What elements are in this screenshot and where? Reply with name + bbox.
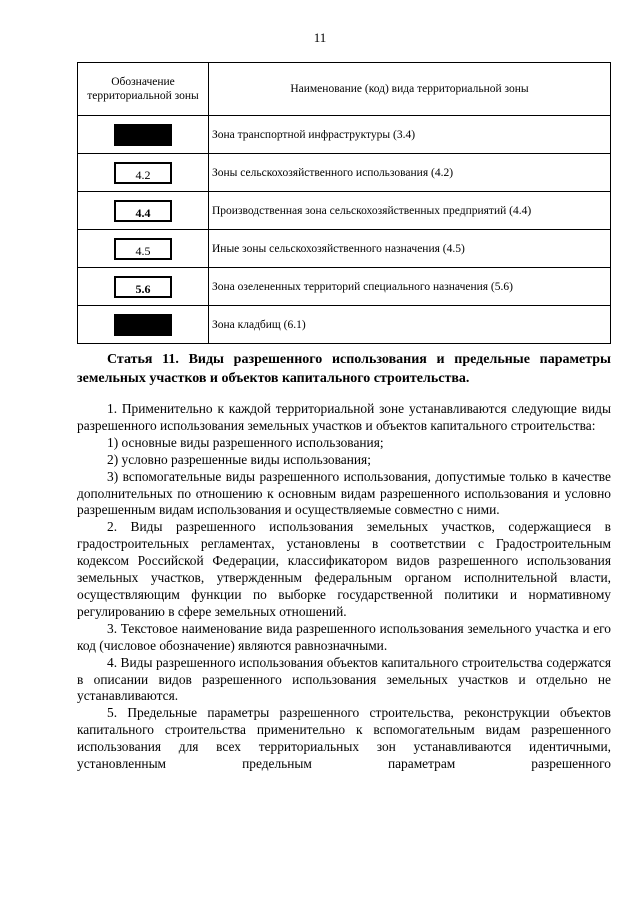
zone-name: Иные зоны сельскохозяйственного назначения (4.5)	[209, 230, 611, 268]
zones-table	[77, 62, 611, 344]
header-zone-name: Наименование (код) вида территориальной зоны	[209, 63, 611, 116]
article-body	[77, 401, 611, 773]
table-row	[78, 230, 611, 268]
zone-name: Зона кладбищ (6.1)	[209, 306, 611, 344]
list-item: 3) вспомогательные виды разрешенного использования, допустимые только в качестве дополнительных по отношению к основным видам разрешенного использования и условно разрешенным видам использования и осуществляемые совместно с ними.	[77, 468, 611, 518]
paragraph: 3. Текстовое наименование вида разрешенного использования земельного участка и его код (числовое обозначение) являются равнозначными.	[77, 620, 611, 653]
header-zone-symbol: Обозначение территориальной зоны	[78, 63, 209, 116]
zone-symbol: 4.5	[114, 238, 172, 260]
zone-name: Зона озелененных территорий специального назначения (5.6)	[209, 268, 611, 306]
list-item: 2) условно разрешенные виды использования;	[107, 451, 371, 467]
paragraph: 4. Виды разрешенного использования объектов капитального строительства содержатся в описании видов разрешенного использования земельных участков и отдельно не устанавливаются.	[77, 654, 611, 704]
page-number: 11	[313, 30, 327, 45]
table-row	[78, 268, 611, 306]
zone-symbol: 5.6	[114, 276, 172, 298]
zone-symbol-filled	[114, 314, 172, 336]
zone-name: Зоны сельскохозяйственного использования (4.2)	[209, 154, 611, 192]
list-item: 1) основные виды разрешенного использования;	[107, 434, 384, 450]
table-row	[78, 306, 611, 344]
table-row	[78, 116, 611, 154]
zone-name: Производственная зона сельскохозяйственных предприятий (4.4)	[209, 192, 611, 230]
zone-symbol-filled	[114, 124, 172, 146]
paragraph: 2. Виды разрешенного использования земельных участков, содержащиеся в градостроительных регламентах, установлены в соответствии с Градостроительным кодексом Российской Федерации, классификатором видов разрешенного использования земельных участков, утвержденным федеральным органом исполнительной власти, осуществляющим функции по выборке государственной политики и нормативному регулированию в сфере земельных отношений.	[77, 519, 611, 619]
zone-symbol: 4.2	[114, 162, 172, 184]
table-header-row	[78, 63, 611, 116]
article-title: Статья 11. Виды разрешенного использования и предельные параметры земельных участков и объектов капитального строительства.	[77, 352, 611, 386]
paragraph: 5. Предельные параметры разрешенного строительства, реконструкции объектов капитального строительства применительно к вспомогательным видам разрешенного использования для всех территориальных зон устанавливаются идентичными, установленным предельным параметрам разрешенного	[77, 705, 611, 772]
zone-name: Зона транспортной инфраструктуры (3.4)	[209, 116, 611, 154]
zone-symbol: 4.4	[114, 200, 172, 222]
table-row	[78, 154, 611, 192]
table-row	[78, 192, 611, 230]
paragraph: 1. Применительно к каждой территориальной зоне устанавливаются следующие виды разрешенного использования земельных участков и объектов капитального строительства:	[77, 401, 611, 433]
